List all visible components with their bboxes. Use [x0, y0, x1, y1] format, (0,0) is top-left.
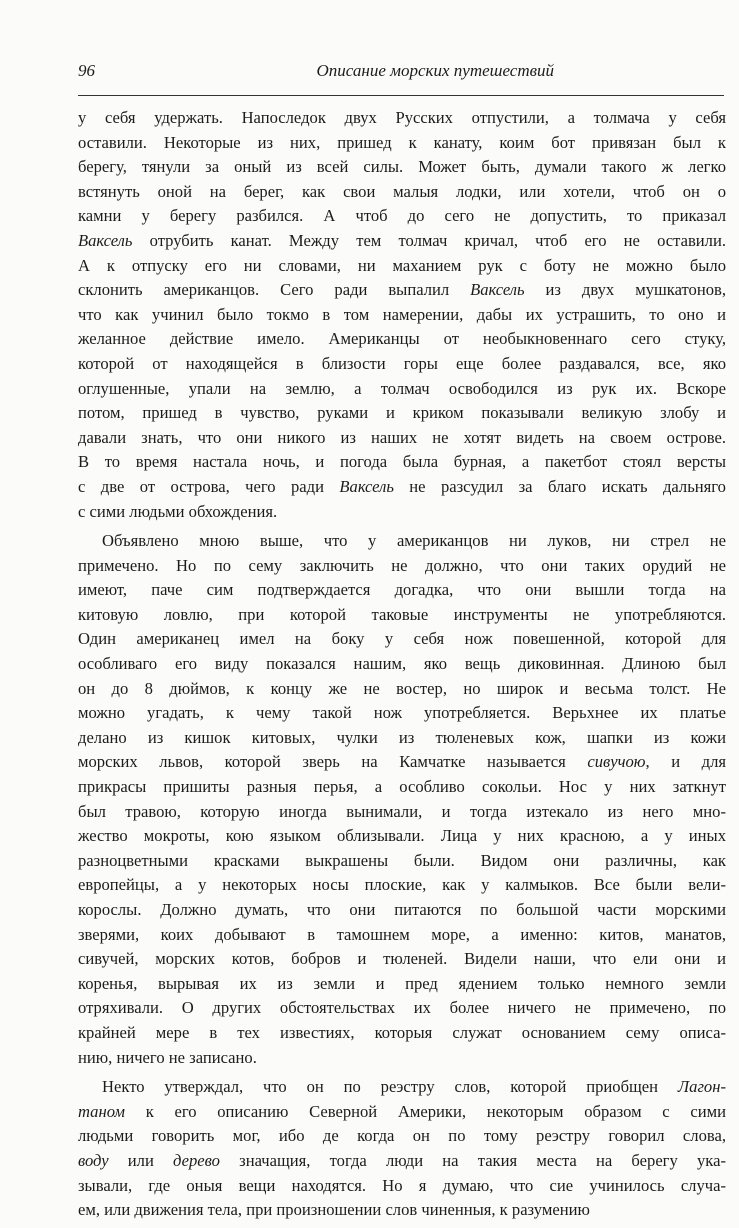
text-line: морских львов, которой зверь на Камчатке называется сивучою, и для — [78, 752, 727, 772]
text-line: В то время настала ночь, и погода была бурная, а пакетбот стоял версты — [78, 452, 726, 472]
paragraph — [78, 1075, 726, 1223]
text-line: камни у берегу разбился. А чтоб до сего не допустить, то приказал — [78, 206, 726, 226]
text-line: имеют, паче сим подтверждается догадка, что они вышли тогда на — [78, 580, 726, 600]
text-line: особливаго его виду показался нашим, яко вещь диковинная. Длиною был — [78, 654, 726, 674]
text-line: Ваксель отрубить канат. Между тем толмач кричал, чтоб его не оставили. — [78, 230, 726, 250]
text-line: был травою, которую иногда вынимали, и тогда изтекало из него мно- — [78, 801, 726, 821]
text-line: примечено. Но по сему заключить не должно, что они таких орудий не — [78, 555, 726, 575]
text-line: с две от острова, чего ради Ваксель не разсудил за благо искать дальняго — [78, 476, 726, 496]
text-line: давали знать, что они никого из наших не хотят видеть на своем острове. — [78, 427, 726, 447]
italic-name: таном — [78, 1101, 125, 1121]
paragraph — [78, 106, 726, 524]
text-line: ем, или движения тела, при произношении слов чиненныя, к разумению — [78, 1200, 590, 1220]
text-line: желанное действие имело. Американцы от необыкновеннаго сего стуку, — [78, 329, 726, 349]
italic-name: Ваксель — [78, 230, 133, 250]
italic-name: Ваксель — [339, 476, 394, 496]
text-line: склонить американцов. Сего ради выпалил Ваксель из двух мушкатонов, — [78, 280, 726, 300]
text-line: прикрасы пришиты разныя перья, а особливо сокольи. Нос у них заткнут — [78, 777, 726, 797]
text-line: А к отпуску его ни словами, ни маханием рук с боту не можно было — [78, 255, 726, 275]
page-header — [78, 55, 724, 96]
text-line: делано из кишок китовых, чулки из тюленевых кож, шапки из кожи — [78, 727, 726, 747]
text-line: Один американец имел на боку у себя нож повешенной, которой для — [78, 629, 726, 649]
page-number: 96 — [78, 61, 95, 80]
text-line: берегу, тянули за оный из всей силы. Может быть, думали такого ж легко — [78, 157, 726, 177]
paragraph — [78, 529, 726, 1070]
text-line: оставили. Некоторые из них, пришед к канату, коим бот привязан был к — [78, 132, 726, 152]
text-line: коренья, вырывая их из земли и пред ядением только немного земли — [78, 973, 726, 993]
text-line: людьми говорить мог, ибо де когда он по тому реэстру говорил слова, — [78, 1126, 726, 1146]
text-line: жество мокроты, кою языком облизывали. Лица у них красною, а у иных — [78, 826, 726, 846]
text-line: сивучей, морских котов, бобров и тюленей. Видели наши, что ели они и — [78, 949, 726, 969]
text-line: таном к его описанию Северной Америки, некоторым образом с сими — [78, 1101, 726, 1121]
text-line: Некто утверждал, что он по реэстру слов, которой приобщен Лагон- — [102, 1077, 726, 1097]
text-line: у себя удержать. Напоследок двух Русских отпустили, а толмача у себя — [78, 108, 726, 127]
italic-name: сивучою — [587, 752, 646, 772]
text-line: с сими людьми обхождения. — [78, 501, 278, 521]
italic-name: дерево — [173, 1150, 220, 1170]
text-line: китовую ловлю, при которой таковые инструменты не употребляются. — [78, 604, 726, 624]
text-line: потом, пришед в чувство, руками и криком показывали великую злобу и — [78, 403, 726, 423]
text-line: отряхивали. О других обстоятельствах их более ничего не примечено, по — [78, 998, 726, 1018]
text-line: воду или дерево значащия, тогда люди на такия места на берегу ука- — [78, 1150, 726, 1170]
text-line: нию, ничего не записано. — [78, 1047, 257, 1067]
text-line: он до 8 дюймов, к концу же не востер, но широк и весьма толст. Не — [78, 678, 726, 698]
text-line: встянуть оной на берег, как свои малыя лодки, или хотели, чтоб он о — [78, 181, 726, 201]
italic-name: воду — [78, 1150, 109, 1170]
text-line: оглушенные, упали на землю, а толмач освободился из рук их. Вскоре — [78, 378, 726, 398]
text-line: которой от находящейся в близости горы еще более раздавался, все, яко — [78, 353, 726, 373]
body-text — [78, 106, 726, 1228]
text-line: корослы. Должно думать, что они питаются по большой части морскими — [78, 900, 726, 919]
text-line: разноцветными красками выкрашены были. Видом они различны, как — [78, 850, 726, 870]
text-line: зывали, где оныя вещи находятся. Но я думаю, что сие учинилось случа- — [78, 1175, 726, 1195]
text-line: крайней мере в тех известиях, которыя служат основанием сему описа- — [78, 1022, 726, 1042]
running-title: Описание морских путешествий — [316, 61, 554, 80]
italic-name: Лагон- — [677, 1077, 726, 1097]
italic-name: Ваксель — [470, 280, 525, 300]
text-line: можно угадать, к чему такой нож употребляется. Верьхнее их платье — [78, 703, 726, 723]
text-line: европейцы, а у некоторых носы плоские, как у калмыков. Все были вели- — [78, 875, 726, 895]
text-line: что как учинил было токмо в том намерении, дабы их устрашить, то оно и — [78, 304, 726, 324]
text-line: зверями, коих добывают в тамошнем море, а именно: китов, манатов, — [78, 924, 726, 944]
text-line: Объявлено мною выше, что у американцов ни луков, ни стрел не — [102, 531, 726, 551]
